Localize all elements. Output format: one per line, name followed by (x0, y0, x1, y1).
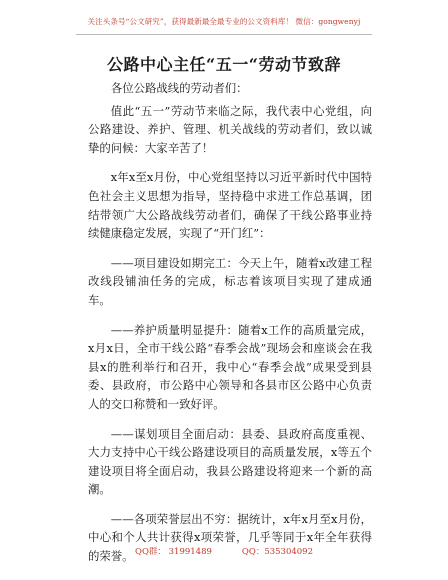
summary-paragraph: x年x至x月份，中心党组坚持以习近平新时代中国特色社会主义思想为指导，坚持稳中求进工作总基调，团结带领广大公路战线劳动者们，确保了干线公路事业持续健康稳定发展，实现了“开门红”： (88, 170, 372, 241)
honors-paragraph: ——各项荣誉层出不穷：据统计，x年x月至x月份，中心和个人共计获得x项荣誉，几乎等同于x年全年获得的荣誉。 (88, 511, 372, 564)
greeting-paragraph: 值此“五一”劳动节来临之际，我代表中心党组，向公路建设、养护、管理、机关战线的劳动者们，致以诚挚的问候：大家辛苦了！ (88, 103, 372, 155)
header-note: 关注头条号“公文研究”，获得最新最全最专业的公文资料库！ 微信：gongwenyj (87, 17, 361, 26)
maintenance-quality-paragraph: ——养护质量明显提升：随着x工作的高质量完成，x月x日，全市干线公路“春季会战”现场会和座谈会在我县x的胜利举行和召开，我中心“春季会战”成果受到县委、县政府，市公路中心领导和各县市区公路中心负责人的交口称赞和一致好评。 (88, 322, 372, 411)
header-divider (76, 34, 372, 35)
project-launch-paragraph: ——谋划项目全面启动：县委、县政府高度重视、大力支持中心干线公路建设项目的高质量发展，x等五个建设项目将全面启动，我县公路建设将迎来一个新的高潮。 (88, 426, 372, 497)
document-body (88, 79, 372, 577)
footer-qq-group: QQ群： 31991489 (134, 547, 212, 557)
document-title: 公路中心主任“五一“劳动节致辞 (107, 55, 341, 74)
salutation-paragraph: 各位公路战线的劳动者们： (110, 81, 248, 95)
project-completion-paragraph: ——项目建设如期完工：今天上午，随着x改建工程改线段铺油任务的完成，标志着该项目实现了建成通车。 (88, 255, 372, 307)
footer-contacts (0, 545, 448, 557)
footer-qq: QQ：535304092 (241, 547, 313, 557)
